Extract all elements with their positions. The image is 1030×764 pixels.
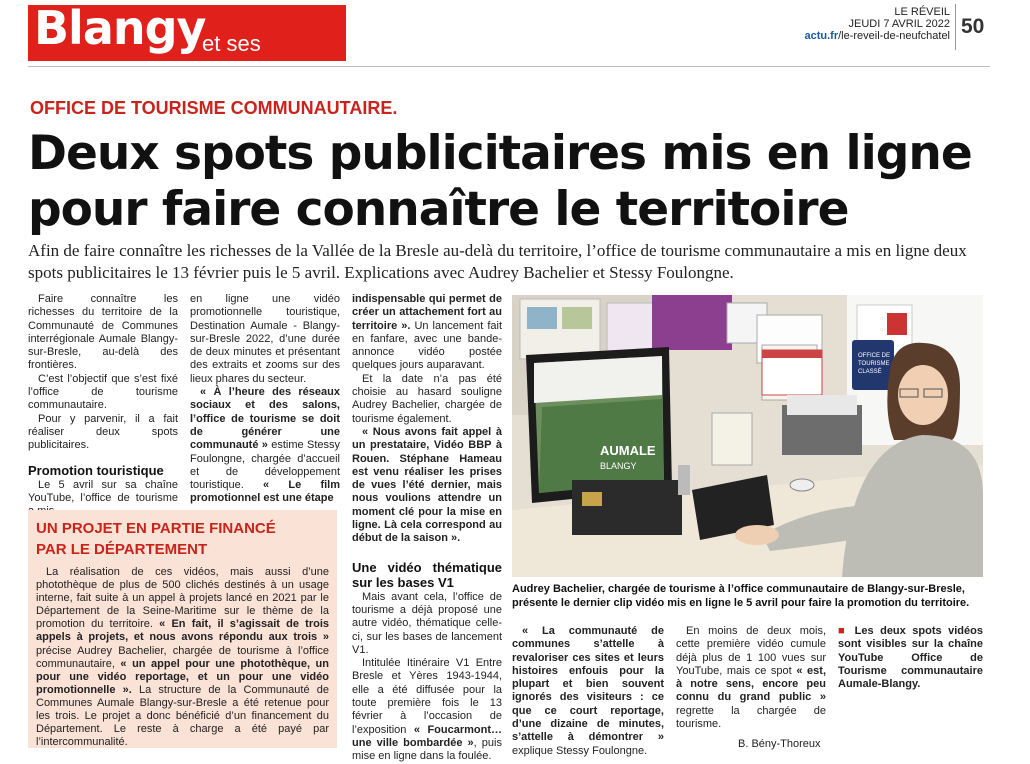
text: La réalisation de ces vidéos, mais aussi d’une photothèque de plus de 500 clichés destinés à un usage interne, fait suite à un appel à projets lancé en 2021 par le Département de la Seine-Maritime sur le thème de la promotion du territoire. (36, 566, 329, 631)
paragraph (838, 625, 983, 691)
article-column-4 (512, 625, 664, 758)
text: Intitulée Itinéraire V1 Entre Bresle et Yères 1943-1944, elle a été diffusée pour la toute première fois le 13 février à l’occasion de l’exposition (352, 657, 502, 736)
photo-caption: Audrey Bachelier, chargée de tourisme à l’office communautaire de Blangy-sur-Bresle, présente le dernier clip vidéo mis en ligne le 5 avril pour faire la promotion du territoire. (512, 583, 970, 609)
masthead (804, 6, 950, 42)
subheading: Une vidéo thématique sur les bases V1 (352, 559, 502, 590)
quote: indispensable qui permet de créer un attachement fort au territoire ». (352, 293, 502, 332)
website-link[interactable] (804, 30, 950, 42)
quote: « À l’heure des réseaux sociaux et des salons, l’office de tourisme se doit de générer une communauté » (190, 386, 340, 452)
box-title-line-2: PAR LE DÉPARTEMENT (36, 541, 208, 558)
headline-line-2: pour faire connaître le territoire (28, 182, 849, 237)
screen-text: BLANGY (600, 461, 637, 471)
sign-text: OFFICE DE (858, 353, 891, 359)
funding-box (28, 510, 337, 748)
website-path: /le-reveil-de-neufchatel (838, 30, 950, 42)
paragraph: Faire connaître les richesses du territoire de la Communauté de Communes interrégionale Aumale Blangy-sur-Bresle, au-delà des frontières. (28, 293, 178, 372)
paragraph (36, 566, 329, 749)
box-title-line-1: UN PROJET EN PARTIE FINANCÉ (36, 520, 276, 537)
paragraph (352, 426, 502, 546)
quote: « Nous avons fait appel à un prestataire, Vidéo BBP à Rouen. Stéphane Hameau est venu réaliser les prises de vues l’été dernier, mais nous voulions attendre un moment clé pour la mise en ligne. Là cela correspond au début de la saison ». (352, 425, 502, 545)
quote: « est, à notre sens, encore peu connu du grand public » (676, 664, 826, 704)
text: précise Audrey Bachelier, chargée de tourisme à l’office communautaire, (36, 644, 329, 670)
article-column-6 (838, 625, 983, 691)
text: estime Stessy Foulongne, chargée d’accueil et de développement touristique. (190, 439, 340, 492)
paragraph: Le 5 avril sur sa chaîne YouTube, l’office de tourisme (28, 478, 178, 504)
article-photo (512, 295, 983, 577)
box-body (36, 566, 329, 749)
article-column-2 (190, 293, 340, 506)
paragraph: C’est l’objectif que s’est fixé l’office de tourisme communautaire. (28, 372, 178, 412)
sign-text: CLASSÉ (858, 369, 882, 375)
website-brand: actu.fr (804, 30, 839, 42)
paragraph (676, 625, 826, 731)
page-number: 50 (955, 4, 995, 50)
quote: « La communauté de communes s’attelle à revaloriser ces sites et leurs histoires enfouis pour la plupart et bien souvent ignorés des visiteurs : ce que ce court reportage, d’une dizaine de minutes, s’attelle à démontrer » (512, 625, 664, 744)
paragraph (512, 625, 664, 758)
box-title (36, 518, 329, 560)
text: explique Stessy Foulongne. (512, 744, 648, 757)
issue-date: JEUDI 7 AVRIL 2022 (848, 18, 950, 30)
sign-text: TOURISME (858, 361, 890, 367)
header-divider (28, 66, 990, 67)
section-title: Blangy (34, 1, 206, 55)
article-column-5 (676, 625, 826, 731)
bullet-icon: ■ (838, 625, 849, 637)
author-signature: B. Bény-Thoreux (738, 738, 821, 750)
section-subtitle: et ses alentours (202, 31, 293, 82)
text: , puis mise en ligne dans la foulée. (352, 736, 502, 763)
paragraph (352, 293, 502, 373)
article-column-1 (28, 293, 178, 518)
text: En moins de deux mois, cette première vidéo cumule déjà plus de 1 100 vues sur YouTube, mais ce spot (676, 625, 826, 677)
paragraph (352, 657, 502, 763)
text: Les deux spots vidéos sont visibles sur la chaîne YouTube Office de Tourisme communautaire Aumale-Blangy. (838, 625, 983, 691)
quote: « un appel pour une photothèque, un pour une vidéo reportage, et un pour une vidéo promotionnelle ». (36, 657, 329, 696)
office-scene-illustration (512, 295, 983, 577)
newspaper-name: LE RÉVEIL (894, 6, 950, 18)
headline-line-1: Deux spots publicitaires mis en ligne (28, 126, 972, 181)
quote: « En fait, il s’agissait de trois appels à projets, et nous avons répondu aux trois » (36, 618, 329, 644)
article-headline (28, 126, 998, 238)
paragraph: en ligne une vidéo promotionnelle touristique, Destination Aumale - Blangy-sur-Bresle 2022, d’une durée de deux minutes et présentant des extraits et zooms sur des lieux phares du secteur. (190, 293, 340, 385)
quote: « Foucarmont… une ville bombardée » (352, 723, 502, 749)
text: Un lancement fait en fanfare, avec une bande-annonce vidéo postée quelques jours auparavant. (352, 319, 502, 372)
text: regrette la chargée de tourisme. (676, 704, 826, 731)
text: La structure de la Communauté de Communes Aumale Blangy-sur-Bresle a été retenue pour les trois. Le projet a donc bénéficié d’un financement du Département. Le reste à charge a été payé par l’intercommunalité. (36, 683, 329, 749)
article-kicker: OFFICE DE TOURISME COMMUNAUTAIRE. (30, 98, 398, 118)
article-lead: Afin de faire connaître les richesses de la Vallée de la Bresle au-delà du territoire, l’office de tourisme communautaire a mis en ligne deux spots publicitaires le 13 février puis le 5 avril. Explications avec Audrey Bachelier et Stessy Foulongne. (28, 241, 967, 282)
paragraph: Mais avant cela, l’office de tourisme a déjà proposé une autre vidéo, thématique celle-ci, sur les bases de lancement V1. (352, 590, 502, 656)
section-banner (28, 1, 346, 82)
paragraph: Et la date n’a pas été choisie au hasard souligne Audrey Bachelier, chargée de tourisme également. (352, 372, 502, 425)
quote: « Le film promotionnel est une étape (190, 479, 341, 505)
article-column-3 (352, 293, 502, 764)
screen-text: AUMALE (600, 443, 656, 458)
paragraph (190, 386, 340, 506)
subheading: Promotion touristique (28, 462, 164, 478)
paragraph: Pour y parvenir, il a fait réaliser deux spots publicitaires. (28, 412, 178, 452)
